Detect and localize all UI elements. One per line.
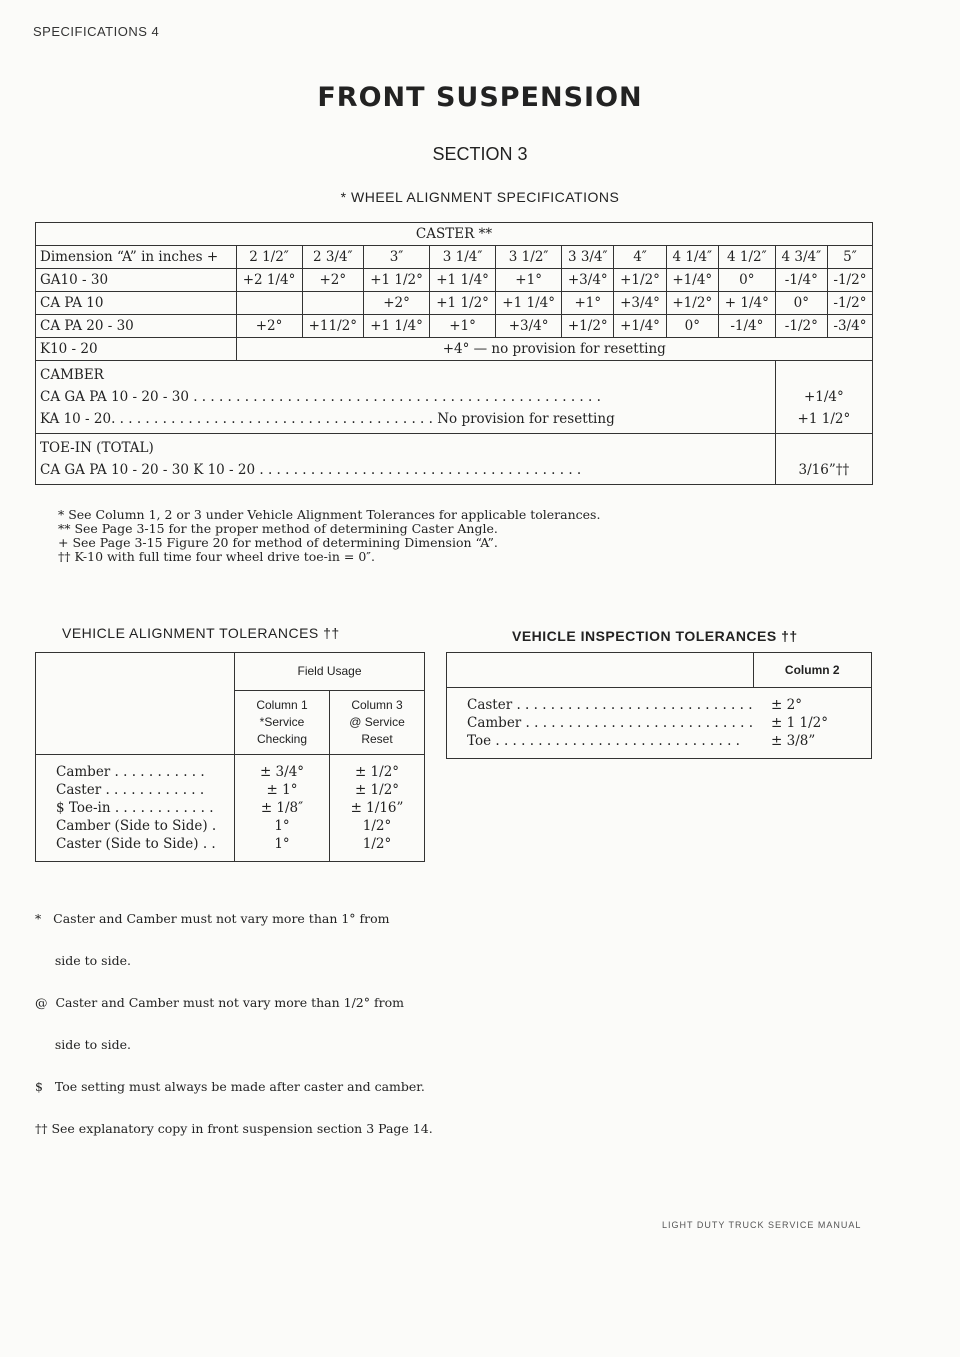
header-line: Column 1	[256, 698, 308, 712]
table-row	[36, 269, 873, 292]
alignment-tolerances-heading: VEHICLE ALIGNMENT TOLERANCES ††	[62, 625, 340, 641]
value-cell: -1/2°	[827, 269, 872, 292]
label-line: Camber (Side to Side) .	[56, 818, 217, 834]
camber-cell	[36, 361, 776, 434]
value-cell: -1/2°	[775, 315, 827, 338]
value-cell: +1°	[562, 292, 614, 315]
label-line: Caster (Side to Side) . .	[56, 836, 216, 852]
value-cell: -1/4°	[718, 315, 775, 338]
row-label: CA PA 20 - 30	[36, 315, 237, 338]
footnote: ** See Page 3-15 for the proper method of determining Caster Angle.	[58, 521, 498, 536]
page-footer: LIGHT DUTY TRUCK SERVICE MANUAL	[662, 1220, 862, 1230]
value-cell: +3/4°	[496, 315, 562, 338]
column-1-values	[235, 755, 330, 862]
value-cell: +11/2°	[302, 315, 363, 338]
page-title: FRONT SUSPENSION	[317, 82, 643, 113]
footnote: + See Page 3-15 Figure 20 for method of determining Dimension “A”.	[58, 535, 498, 550]
field-usage-header: Field Usage	[235, 653, 425, 691]
dimension-cell: 4 3/4″	[775, 246, 827, 269]
value-line: 1°	[274, 818, 290, 834]
footnote: side to side.	[35, 953, 131, 968]
label-line: Camber . . . . . . . . . . .	[56, 764, 205, 780]
value-cell: +2 1/4°	[236, 269, 302, 292]
caster-header-row	[36, 223, 873, 246]
footnote: * See Column 1, 2 or 3 under Vehicle Alignment Tolerances for applicable tolerances.	[58, 507, 601, 522]
value-line: ± 1/16”	[350, 800, 404, 816]
tolerance-labels	[36, 755, 235, 862]
header-line: *Service	[259, 715, 305, 729]
row-label: K10 - 20	[36, 338, 237, 361]
table-row	[36, 315, 873, 338]
page-header: SPECIFICATIONS 4	[33, 24, 160, 39]
footnote: side to side.	[35, 1037, 131, 1052]
table-row	[36, 338, 873, 361]
value-line: 1°	[274, 836, 290, 852]
toein-value: 3/16”††	[798, 462, 850, 478]
camber-line: CA GA PA 10 - 20 - 30 . . . . . . . . . . . . . . . . . . . . . . . . . . . . . . . . . . . . . . . . . . . . . . . .	[40, 389, 601, 405]
wheel-alignment-spec-table	[35, 222, 873, 485]
camber-heading: CAMBER	[40, 367, 104, 383]
column-3-header	[330, 691, 425, 755]
value-cell	[302, 292, 363, 315]
column-3-values	[330, 755, 425, 862]
blank-cell	[36, 653, 235, 755]
value-cell: +1 1/4°	[430, 269, 496, 292]
toein-heading: TOE-IN (TOTAL)	[40, 440, 154, 456]
row-label: CA PA 10	[36, 292, 237, 315]
inspection-labels	[447, 688, 754, 759]
value-line: ± 3/8”	[771, 733, 816, 749]
value-cell: +1/2°	[614, 269, 666, 292]
value-cell: +1/4°	[666, 269, 718, 292]
value-cell: 0°	[718, 269, 775, 292]
camber-row	[36, 361, 873, 434]
value-cell: 0°	[666, 315, 718, 338]
value-cell: +1/2°	[562, 315, 614, 338]
inspection-tolerances-table	[446, 652, 872, 759]
column-1-header	[235, 691, 330, 755]
value-line: ± 3/4°	[259, 764, 305, 780]
row-label: GA10 - 30	[36, 269, 237, 292]
header-line: Column 3	[351, 698, 403, 712]
dimension-cell: 2 3/4″	[302, 246, 363, 269]
footnote: @ Caster and Camber must not vary more than 1/2° from	[35, 995, 404, 1010]
value-cell: +1 1/4°	[364, 315, 430, 338]
value-cell: +2°	[302, 269, 363, 292]
label-line: Caster . . . . . . . . . . . . . . . . . . . . . . . . . . . .	[467, 697, 753, 713]
k-row-value: +4° — no provision for resetting	[236, 338, 873, 361]
value-cell: +1°	[430, 315, 496, 338]
dimension-cell: 4 1/2″	[718, 246, 775, 269]
value-cell: +1 1/2°	[430, 292, 496, 315]
dimension-row	[36, 246, 873, 269]
camber-line: KA 10 - 20. . . . . . . . . . . . . . . . . . . . . . . . . . . . . . . . . . . . . . No provision for resetting	[40, 411, 615, 427]
table-row	[447, 653, 872, 688]
header-line: Reset	[361, 732, 393, 746]
table-row	[36, 653, 425, 691]
label-line: $ Toe-in . . . . . . . . . . . .	[56, 800, 214, 816]
inspection-values	[753, 688, 872, 759]
section-heading: SECTION 3	[432, 144, 528, 164]
camber-value: +1 1/2°	[797, 411, 851, 427]
dimension-cell: 3 1/4″	[430, 246, 496, 269]
value-cell: -1/2°	[827, 292, 872, 315]
table-row	[447, 688, 872, 759]
camber-values	[775, 361, 872, 434]
value-line: ± 1°	[266, 782, 298, 798]
blank-cell	[447, 653, 754, 688]
value-cell: +1/2°	[666, 292, 718, 315]
toein-row	[36, 434, 873, 485]
dimension-cell: 2 1/2″	[236, 246, 302, 269]
camber-value: +1/4°	[803, 389, 844, 405]
footnote: †† K-10 with full time four wheel drive toe-in = 0″.	[58, 549, 375, 564]
label-line: Camber . . . . . . . . . . . . . . . . . . . . . . . . . . .	[467, 715, 753, 731]
value-line: ± 1 1/2°	[771, 715, 828, 731]
toein-line: CA GA PA 10 - 20 - 30 K 10 - 20 . . . . . . . . . . . . . . . . . . . . . . . . . . . . . . . . . . . . . .	[40, 462, 582, 478]
dimension-cell: 3″	[364, 246, 430, 269]
value-line: ± 1/2°	[354, 764, 400, 780]
value-cell: +2°	[364, 292, 430, 315]
label-line: Caster . . . . . . . . . . . .	[56, 782, 205, 798]
value-cell: + 1/4°	[718, 292, 775, 315]
value-cell: -1/4°	[775, 269, 827, 292]
caster-header: CASTER **	[36, 223, 873, 246]
table-title: * WHEEL ALIGNMENT SPECIFICATIONS	[340, 189, 620, 205]
dimension-cell: 3 3/4″	[562, 246, 614, 269]
value-cell: +1 1/2°	[364, 269, 430, 292]
footnote: $ Toe setting must always be made after caster and camber.	[35, 1079, 425, 1094]
inspection-tolerances-heading: VEHICLE INSPECTION TOLERANCES ††	[512, 628, 798, 644]
value-cell: +3/4°	[562, 269, 614, 292]
dimension-cell: 4 1/4″	[666, 246, 718, 269]
value-cell: -3/4°	[827, 315, 872, 338]
column-2-header: Column 2	[753, 653, 872, 688]
footnote: * Caster and Camber must not vary more than 1° from	[35, 911, 390, 926]
dimension-label: Dimension “A” in inches +	[36, 246, 237, 269]
table-row	[36, 755, 425, 862]
dimension-cell: 4″	[614, 246, 666, 269]
header-line: @ Service	[349, 715, 405, 729]
header-line: Checking	[256, 732, 308, 746]
value-line: ± 1/2°	[354, 782, 400, 798]
spec-footnotes	[58, 508, 600, 564]
value-line: ± 2°	[771, 697, 802, 713]
value-cell	[236, 292, 302, 315]
value-cell: +1/4°	[614, 315, 666, 338]
value-cell: +2°	[236, 315, 302, 338]
value-line: 1/2°	[362, 818, 392, 834]
value-cell: 0°	[775, 292, 827, 315]
tolerance-footnotes	[35, 884, 433, 1150]
table-row	[36, 292, 873, 315]
dimension-cell: 3 1/2″	[496, 246, 562, 269]
toein-cell	[36, 434, 776, 485]
footnote: †† See explanatory copy in front suspension section 3 Page 14.	[35, 1121, 433, 1136]
value-line: 1/2°	[362, 836, 392, 852]
alignment-tolerances-table	[35, 652, 425, 862]
value-cell: +1°	[496, 269, 562, 292]
toein-values	[775, 434, 872, 485]
value-line: ± 1/8″	[260, 800, 304, 816]
value-cell: +1 1/4°	[496, 292, 562, 315]
dimension-cell: 5″	[827, 246, 872, 269]
value-cell: +3/4°	[614, 292, 666, 315]
label-line: Toe . . . . . . . . . . . . . . . . . . . . . . . . . . . . .	[467, 733, 740, 749]
